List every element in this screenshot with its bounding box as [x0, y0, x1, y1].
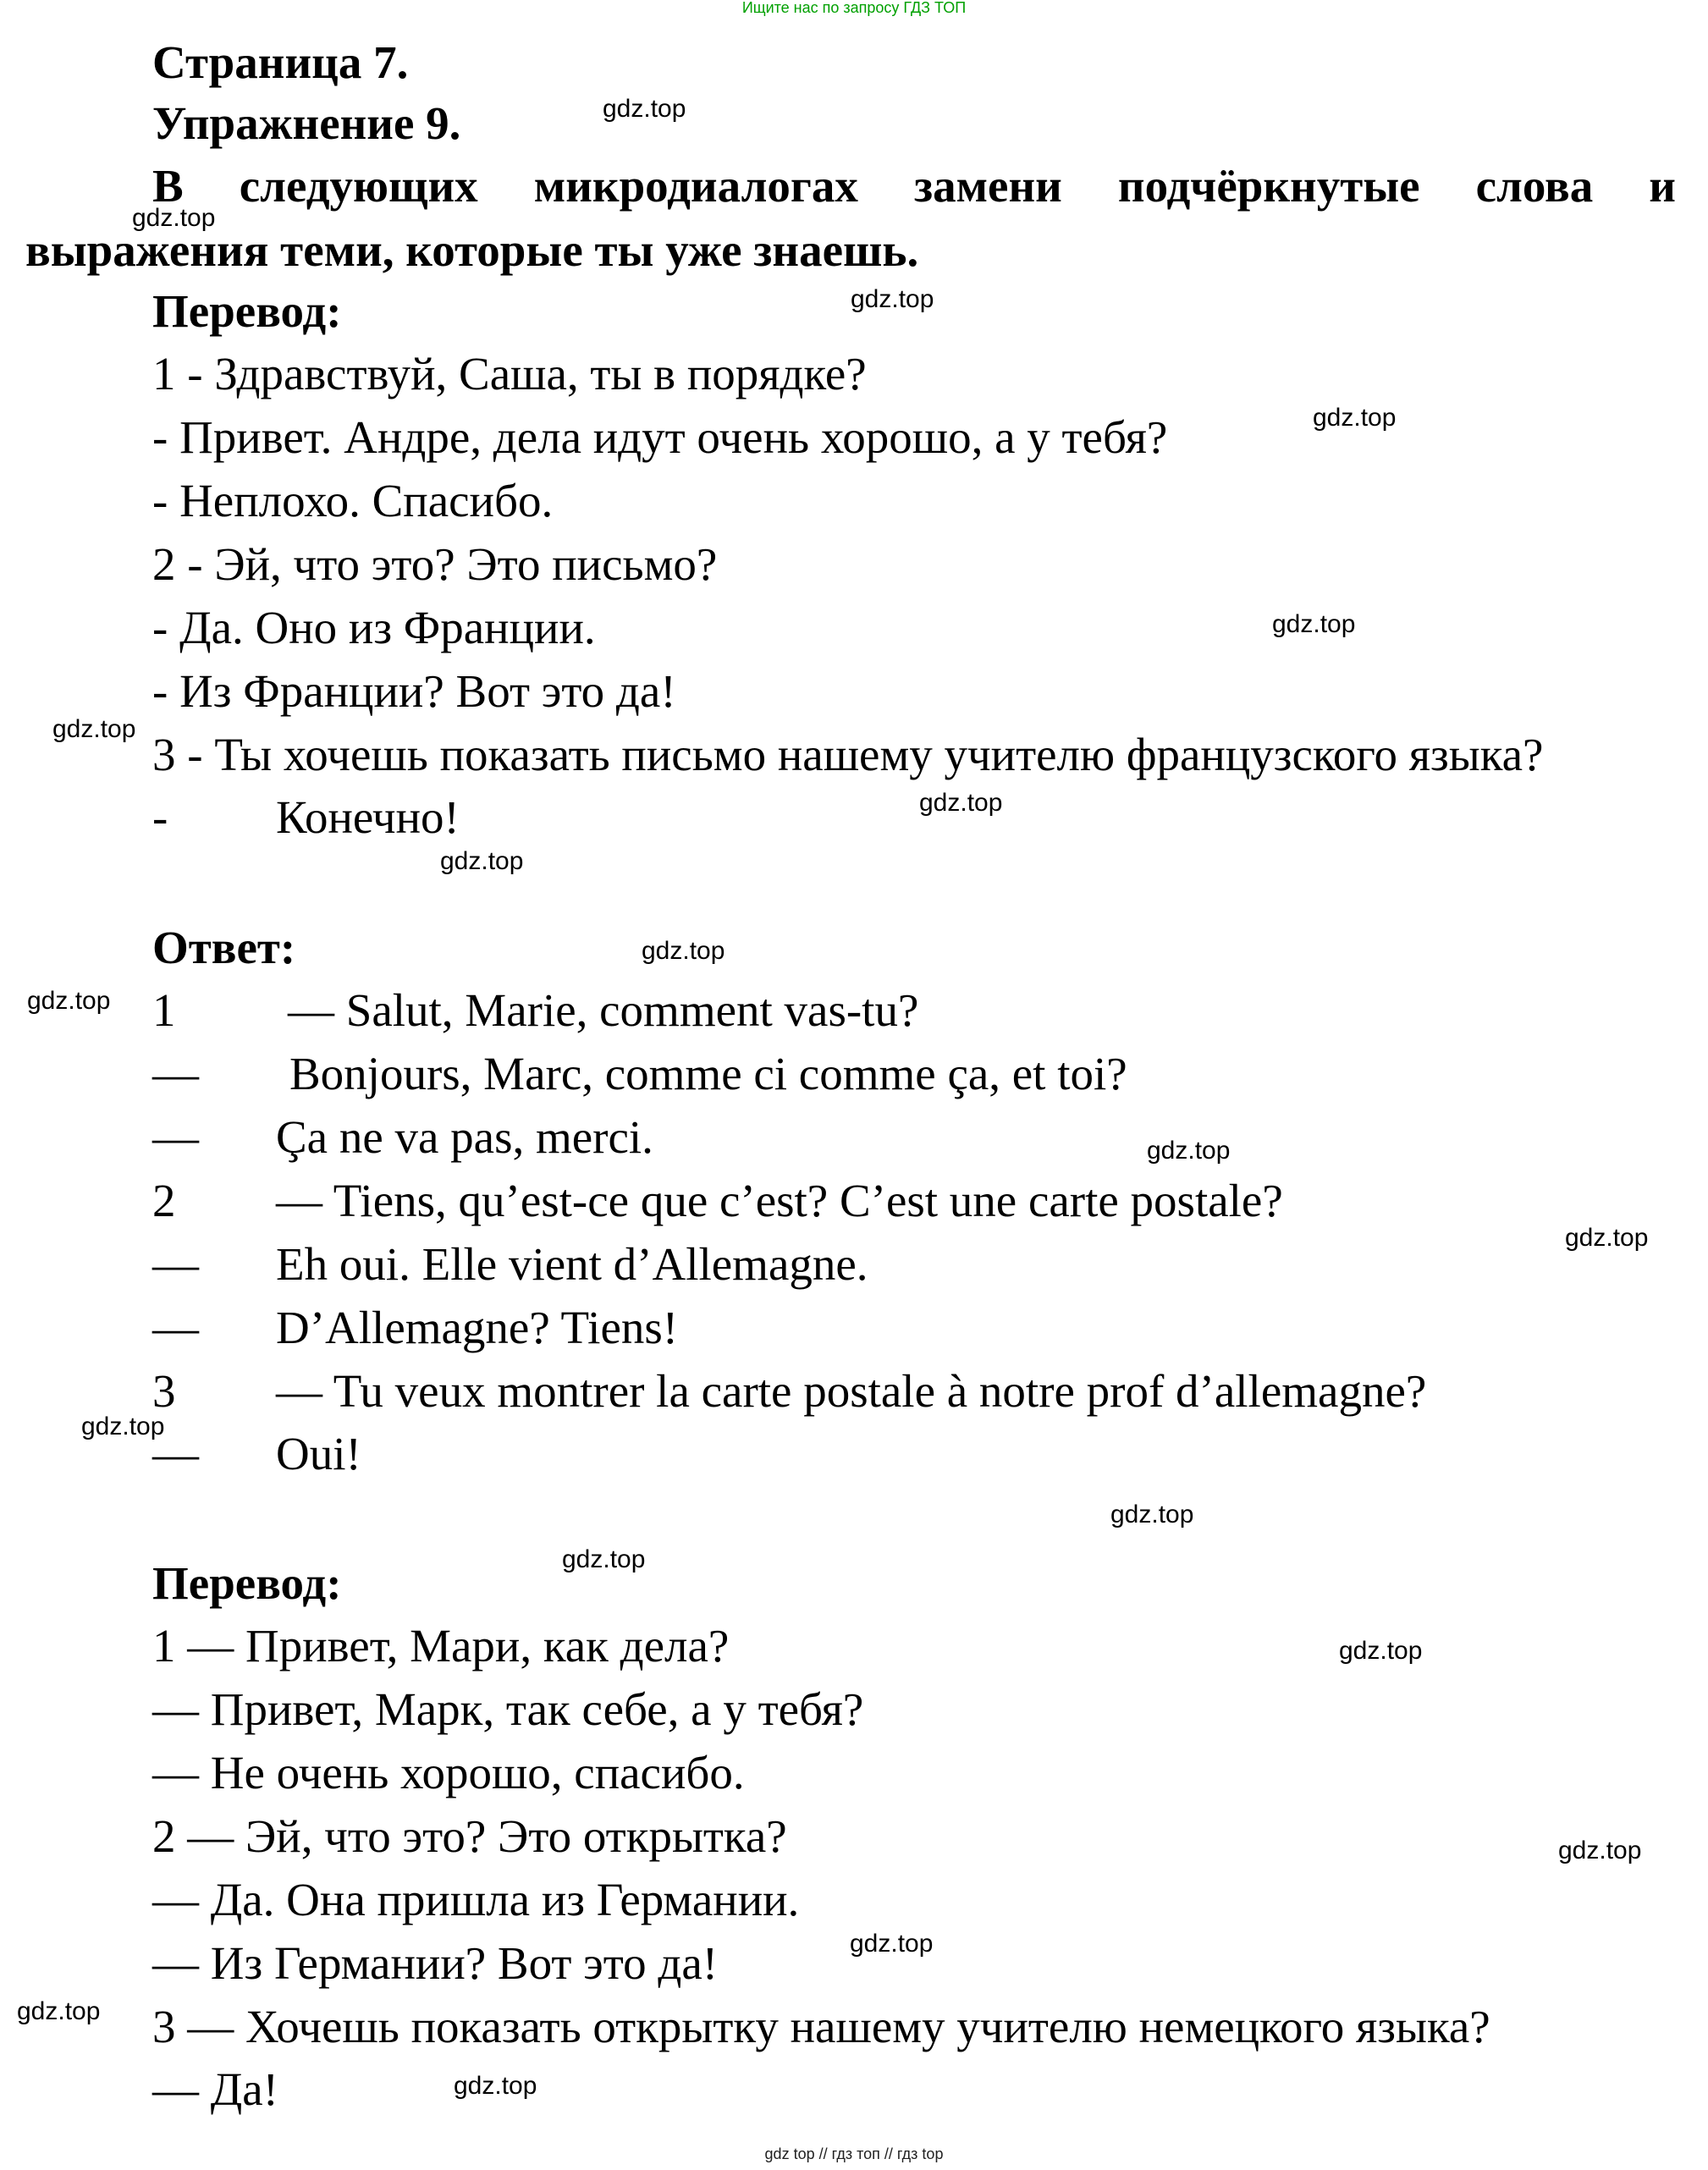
watermark: gdz.top	[1110, 1501, 1194, 1528]
translation1-line: - Неплохо. Спасибо.	[152, 475, 554, 526]
answer-marker: —	[152, 1302, 199, 1353]
watermark: gdz.top	[1313, 404, 1397, 432]
footer-links[interactable]: gdz top // гдз топ // гдз top	[764, 2145, 944, 2162]
translation1-dash: -	[152, 791, 168, 843]
translation1-line: - Привет. Андре, дела идут очень хорошо, а у тебя?	[152, 411, 1168, 463]
answer-text: — Salut, Marie, comment vas-tu?	[288, 984, 919, 1036]
watermark: gdz.top	[132, 204, 216, 232]
watermark: gdz.top	[919, 789, 1003, 817]
translation2-line: 2 — Эй, что это? Это открытка?	[152, 1810, 787, 1862]
page-title: Страница 7.	[152, 36, 409, 88]
answer-marker: —	[152, 1238, 199, 1290]
answer-text: Ça ne va pas, merci.	[276, 1111, 653, 1163]
watermark: gdz.top	[850, 1930, 934, 1958]
answer-marker: —	[152, 1111, 199, 1163]
task-line-2: выражения теми, которые ты уже знаешь.	[25, 224, 919, 276]
watermark: gdz.top	[1558, 1837, 1642, 1864]
answer-text: Bonjours, Marc, comme ci comme ça, et toi?	[289, 1048, 1127, 1099]
translation2-line: 3 — Хочешь показать открытку нашему учителю немецкого языка?	[152, 2001, 1490, 2052]
watermark: gdz.top	[454, 2072, 537, 2100]
translation1-line: 1 - Здравствуй, Саша, ты в порядке?	[152, 348, 867, 399]
translation1-line: Конечно!	[276, 791, 460, 843]
translation1-line: 3 - Ты хочешь показать письмо нашему учителю французского языка?	[152, 729, 1544, 780]
answer-marker: 1	[152, 984, 176, 1036]
answer-marker: 3	[152, 1365, 176, 1417]
watermark: gdz.top	[1565, 1224, 1649, 1252]
answer-text: — Tiens, qu’est-ce que c’est? C’est une carte postale?	[276, 1175, 1283, 1226]
answer-marker: 2	[152, 1175, 176, 1226]
answer-text: Oui!	[276, 1428, 361, 1479]
watermark: gdz.top	[851, 285, 934, 313]
translation2-line: — Привет, Марк, так себе, а у тебя?	[152, 1683, 864, 1735]
answer-text: Eh oui. Elle vient d’Allemagne.	[276, 1238, 868, 1290]
watermark: gdz.top	[27, 987, 111, 1015]
watermark: gdz.top	[603, 95, 686, 123]
translation-title-2: Перевод:	[152, 1557, 342, 1609]
translation-title-1: Перевод:	[152, 285, 342, 337]
answer-title: Ответ:	[152, 922, 296, 973]
watermark: gdz.top	[17, 1997, 101, 2025]
exercise-title: Упражнение 9.	[152, 97, 461, 149]
watermark: gdz.top	[440, 847, 524, 875]
watermark: gdz.top	[562, 1545, 646, 1573]
translation2-line: — Не очень хорошо, спасибо.	[152, 1747, 745, 1798]
answer-marker: —	[152, 1048, 199, 1099]
watermark: gdz.top	[1339, 1637, 1423, 1665]
top-search-hint[interactable]: Ищите нас по запросу ГДЗ ТОП	[741, 0, 967, 16]
answer-text: — Tu veux montrer la carte postale à notre prof d’allemagne?	[276, 1365, 1427, 1417]
watermark: gdz.top	[81, 1413, 165, 1440]
watermark: gdz.top	[1147, 1137, 1231, 1165]
watermark: gdz.top	[642, 937, 725, 965]
translation1-line: - Из Франции? Вот это да!	[152, 665, 676, 717]
translation2-line: — Да. Она пришла из Германии.	[152, 1874, 800, 1925]
answer-marker: —	[152, 1428, 199, 1479]
task-line-1: В следующих микродиалогах замени подчёркнутые слова и	[152, 160, 1676, 212]
watermark: gdz.top	[52, 715, 136, 743]
translation2-line: — Да!	[152, 2063, 278, 2115]
watermark: gdz.top	[1272, 610, 1356, 638]
translation1-line: - Да. Оно из Франции.	[152, 602, 596, 653]
translation2-line: 1 — Привет, Мари, как дела?	[152, 1620, 730, 1672]
answer-text: D’Allemagne? Tiens!	[276, 1302, 679, 1353]
translation2-line: — Из Германии? Вот это да!	[152, 1937, 719, 1989]
translation1-line: 2 - Эй, что это? Это письмо?	[152, 538, 718, 590]
